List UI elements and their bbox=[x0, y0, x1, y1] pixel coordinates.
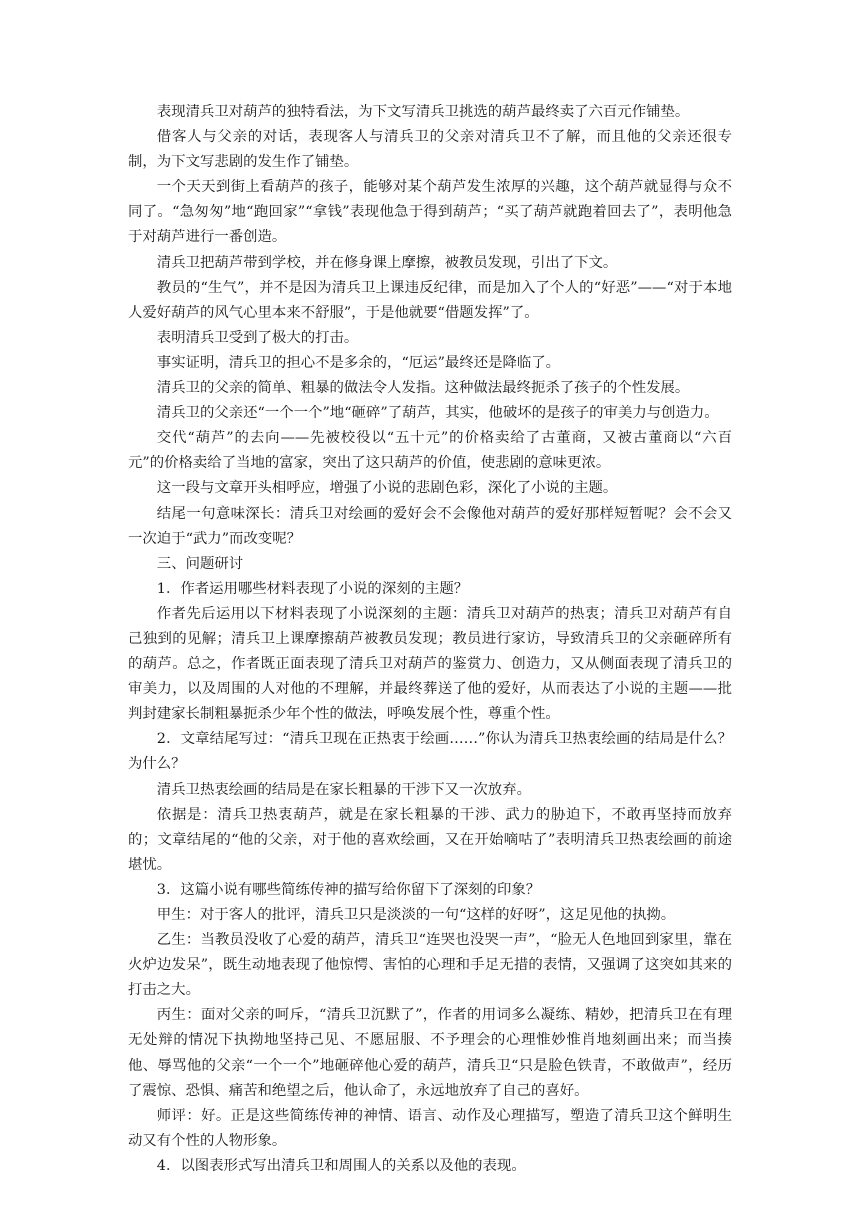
question: 2．文章结尾写过：“清兵卫现在正热衷于绘画……”你认为清兵卫热衷绘画的结局是什么？为什么？ bbox=[128, 731, 732, 773]
answer-paragraph: 乙生：当教员没收了心爱的葫芦，清兵卫“连哭也没哭一声”，“脸无人色地回到家里，靠在火炉边发呆”，既生动地表现了他惊愕、害怕的心理和手足无措的表情，又强调了这突如其来的打击之大。 bbox=[128, 932, 732, 999]
paragraph: 结尾一句意味深长：清兵卫对绘画的爱好会不会像他对葫芦的爱好那样短暂呢？会不会又一次迫于“武力”而改变呢？ bbox=[128, 505, 732, 547]
paragraph: 事实证明，清兵卫的担心不是多余的，“厄运”最终还是降临了。 bbox=[156, 354, 561, 371]
question: 3．这篇小说有哪些简练传神的描写给你留下了深刻的印象？ bbox=[156, 881, 541, 898]
paragraph: 交代“葫芦”的去向——先被校役以“五十元”的价格卖给了古董商，又被古董商以“六百元”的价格卖给了当地的富家，突出了这只葫芦的价值，使悲剧的意味更浓。 bbox=[128, 430, 732, 472]
paragraph: 借客人与父亲的对话，表现客人与清兵卫的父亲对清兵卫不了解，而且他的父亲还很专制，为下文写悲剧的发生作了铺垫。 bbox=[128, 129, 732, 171]
answer-paragraph: 甲生：对于客人的批评，清兵卫只是淡淡的一句“这样的好呀”，这足见他的执拗。 bbox=[156, 907, 676, 923]
answer-paragraph: 依据是：清兵卫热衷葫芦，就是在家长粗暴的干涉、武力的胁迫下，不敢再坚持而放弃的；文章结尾的“他的父亲，对于他的喜欢绘画，又在开始嘀咕了”表明清兵卫热衷绘画的前途堪忧。 bbox=[128, 806, 732, 873]
answer-paragraph: 丙生：面对父亲的呵斥，“清兵卫沉默了”，作者的用词多么凝练、精妙，把清兵卫在有理无处辩的情况下执拗地坚持己见、不愿屈服、不予理会的心理惟妙惟肖地刻画出来；而当揍他、辱骂他的父亲“一个一个”地砸碎他心爱的葫芦，清兵卫“只是脸色铁青，不敢做声”，经历了震惊、恐惧、痛苦和绝望之后，他认命了，永远地放弃了自己的喜好。 bbox=[128, 1007, 732, 1099]
paragraph: 清兵卫的父亲还“一个一个”地“砸碎”了葫芦，其实，他破坏的是孩子的审美力与创造力。 bbox=[156, 405, 719, 422]
question: 4．以图表形式写出清兵卫和周围人的关系以及他的表现。 bbox=[156, 1157, 526, 1174]
answer-paragraph: 清兵卫热衷绘画的结局是在家长粗暴的干涉下又一次放弃。 bbox=[156, 781, 531, 798]
paragraph: 表明清兵卫受到了极大的打击。 bbox=[156, 329, 359, 346]
section-heading: 三、问题研讨 bbox=[156, 555, 244, 572]
paragraph: 教员的“生气”，并不是因为清兵卫上课违反纪律，而是加入了个人的“好恶”——“对于本地人爱好葫芦的风气心里本来不舒服”，于是他就要“借题发挥”了。 bbox=[128, 279, 732, 321]
answer-paragraph: 作者先后运用以下材料表现了小说深刻的主题：清兵卫对葫芦的热衷；清兵卫对葫芦有自己独到的见解；清兵卫上课摩擦葫芦被教员发现；教员进行家访，导致清兵卫的父亲砸碎所有的葫芦。总之，作者既正面表现了清兵卫对葫芦的鉴赏力、创造力，又从侧面表现了清兵卫的审美力，以及周围的人对他的不理解，并最终葬送了他的爱好，从而表达了小说的主题——批判封建家长制粗暴扼杀少年个性的做法，呼唤发展个性，尊重个性。 bbox=[128, 605, 732, 723]
paragraph: 表现清兵卫对葫芦的独特看法，为下文写清兵卫挑选的葫芦最终卖了六百元作铺垫。 bbox=[156, 104, 690, 120]
answer-paragraph: 师评：好。正是这些简练传神的神情、语言、动作及心理描写，塑造了清兵卫这个鲜明生动又有个性的人物形象。 bbox=[128, 1107, 732, 1149]
paragraph: 清兵卫把葫芦带到学校，并在修身课上摩擦，被教员发现，引出了下文。 bbox=[156, 254, 618, 271]
paragraph: 清兵卫的父亲的简单、粗暴的做法令人发指。这种做法最终扼杀了孩子的个性发展。 bbox=[156, 380, 690, 397]
question: 1．作者运用哪些材料表现了小说的深刻的主题？ bbox=[156, 580, 469, 597]
paragraph: 这一段与文章开头相呼应，增强了小说的悲剧色彩，深化了小说的主题。 bbox=[156, 480, 618, 497]
document-body bbox=[128, 100, 732, 1179]
paragraph: 一个天天到街上看葫芦的孩子，能够对某个葫芦发生浓厚的兴趣，这个葫芦就显得与众不同了。“急匆匆”地“跑回家”“拿钱”表现他急于得到葫芦；“买了葫芦就跑着回去了”，表明他急于对葫芦进行一番创造。 bbox=[128, 179, 732, 246]
